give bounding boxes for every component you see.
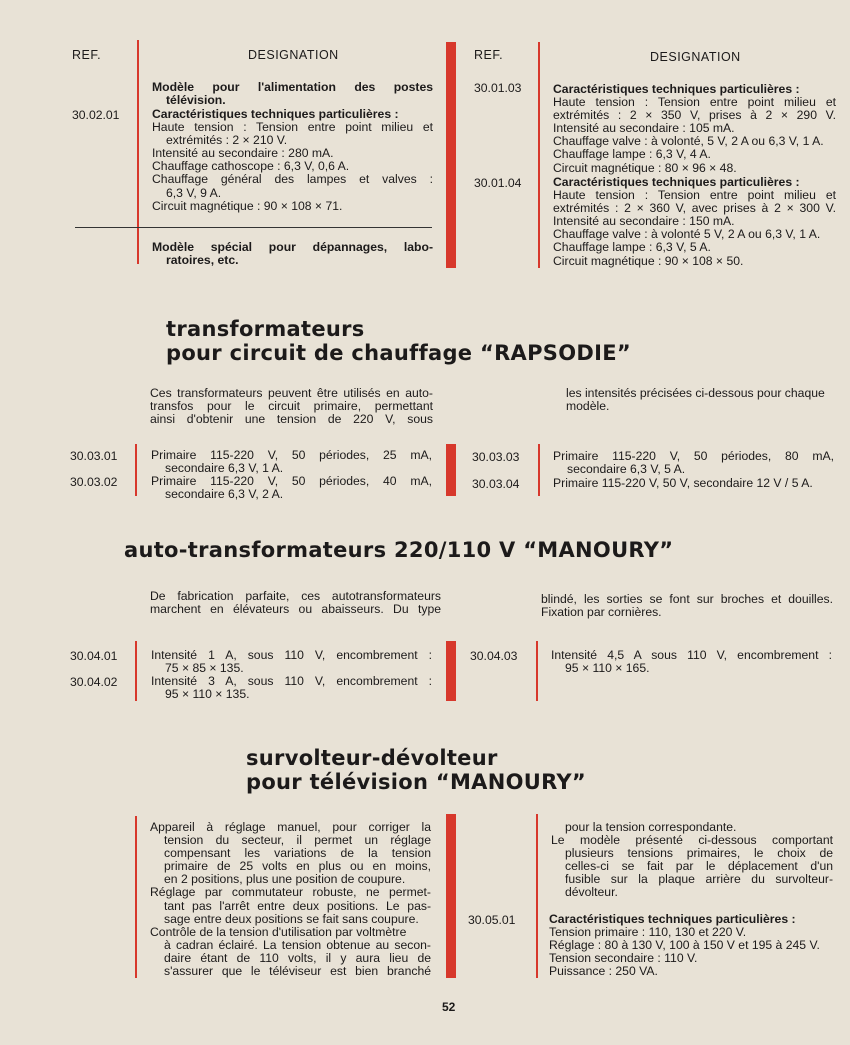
survolteur-description-left: Appareil à réglage manuel, pour corriger la tension du secteur, il permet un réglage compensant les variations de la tension primaire de 25 volts en plus ou en moins, en 2 positions, plus une position de coupure. Réglage par commutateur robuste, ne permet- tant pas l'arrêt entre deux positions. Le pas- sage entre deux positions se fait sans coupure. Contrôle de la tension d'utilisation par voltmètre à cadran éclairé. La tension obtenue au secon- daire étant de 110 volts, il y aura lieu de s'assurer que le téléviseur est bien branché [150,820,431,979]
rapsodie-intro-right: les intensités précisées ci-dessous pour chaque modèle. [566,386,825,414]
section-title-survolteur-line1: survolteur-dévolteur [246,746,498,770]
ref-30-03-01: 30.03.01 [70,449,118,463]
special-model: Modèle spécial pour dépannages, labo- ratoires, etc. [152,240,433,268]
red-rule-right-s3 [536,641,538,701]
autotransfo-intro-right: blindé, les sorties se font sur broches et douilles. Fixation par cornières. [541,592,833,620]
item-30-04-02: Intensité 3 A, sous 110 V, encombrement : 95 × 110 × 135. [151,674,432,702]
item-30-04-03: Intensité 4,5 A sous 110 V, encombrement : 95 × 110 × 165. [551,648,832,676]
red-rule-left-s4 [135,816,137,978]
specs-30-02-01: Caractéristiques techniques particulières : Haute tension : Tension entre point milieu et extrémités : 2 × 210 V. Intensité au secondaire : 280 mA. Chauffage cathoscope : 6,3 V, 0,6 A. Chauffage général des lampes et valves : 6,3 V, 9 A. Circuit magnétique : 90 × 108 × 71. [152,107,433,213]
red-rule-right-s2 [538,444,540,496]
specs-30-01-04: Caractéristiques techniques particulières : Haute tension : Tension entre point milieu et extrémités : 2 × 360 V, avec prises à 2 × 300 V. Intensité au secondaire : 150 mA. Chauffage valve : à volonté 5 V, 2 A ou 6,3 V, 1 A. Chauffage lampe : 6,3 V, 5 A. Circuit magnétique : 90 × 108 × 50. [553,175,836,268]
red-rule-right [538,42,540,268]
item-30-03-03: Primaire 115-220 V, 50 périodes, 80 mA, secondaire 6,3 V, 5 A. [553,449,834,477]
red-bar-center-s2 [446,444,456,496]
section-title-rapsodie-line2: pour circuit de chauffage “RAPSODIE” [166,341,631,365]
section-title-survolteur-line2: pour télévision “MANOURY” [246,770,587,794]
ref-30-04-01: 30.04.01 [70,649,118,663]
specs-30-05-01: Caractéristiques techniques particulières : Tension primaire : 110, 130 et 220 V. Réglage : 80 à 130 V, 100 à 150 V et 195 à 245 V. Tension secondaire : 110 V. Puissance : 250 VA. [549,912,820,979]
red-rule-left-s2 [135,444,137,496]
ref-30-03-02: 30.03.02 [70,475,118,489]
ref-30-03-04: 30.03.04 [472,477,520,491]
red-bar-center-s4 [446,814,456,978]
red-rule-left [137,40,139,264]
item-30-03-02: Primaire 115-220 V, 50 périodes, 40 mA, secondaire 6,3 V, 2 A. [151,474,432,502]
ref-30-04-02: 30.04.02 [70,675,118,689]
red-bar-center [446,42,456,268]
ref-30-04-03: 30.04.03 [470,649,518,663]
item-30-04-01: Intensité 1 A, sous 110 V, encombrement : 75 × 85 × 135. [151,648,432,676]
specs-30-01-03: Caractéristiques techniques particulières : Haute tension : Tension entre point milieu et extrémités : 2 × 350 V, prises à 2 × 290 V. Intensité au secondaire : 105 mA. Chauffage valve : à volonté, 5 V, 2 A ou 6,3 V, 1 A. Chauffage lampe : 6,3 V, 4 A. Circuit magnétique : 80 × 96 × 48. [553,82,836,175]
section-title-rapsodie-line1: transformateurs [166,317,365,341]
designation-header-left: DESIGNATION [248,48,339,62]
rapsodie-intro-left: Ces transformateurs peuvent être utilisés en auto- transfos pour le circuit primaire, permettant ainsi d'obtenir une tension de 220 V, sous [150,386,433,427]
ref-30-01-04: 30.01.04 [474,176,522,190]
page-number: 52 [442,1000,456,1014]
survolteur-description-right: pour la tension correspondante. Le modèle présenté ci-dessous comportant plusieurs tensions primaires, le choix de celles-ci se fait par le déplacement d'un fusible sur la plaque arrière du survolteur- dévolteur. [551,820,833,900]
ref-30-03-03: 30.03.03 [472,450,520,464]
red-rule-right-s4 [536,814,538,978]
model-intro: Modèle pour l'alimentation des postes télévision. [152,80,433,108]
section-title-autotransfo: auto-transformateurs 220/110 V “MANOURY” [124,538,674,562]
item-30-03-01: Primaire 115-220 V, 50 périodes, 25 mA, secondaire 6,3 V, 1 A. [151,448,432,476]
autotransfo-intro-left: De fabrication parfaite, ces autotransformateurs marchent en élévateurs ou abaisseurs. Du type [150,589,441,617]
ref-30-01-03: 30.01.03 [474,81,522,95]
ref-header-right: REF. [474,48,504,62]
red-rule-left-s3 [135,641,137,701]
ref-header-left: REF. [72,48,102,62]
ref-30-05-01: 30.05.01 [468,913,516,927]
designation-header-right: DESIGNATION [650,50,741,64]
red-bar-center-s3 [446,641,456,701]
ref-30-02-01: 30.02.01 [72,108,120,122]
separator-line [75,227,432,228]
item-30-03-04: Primaire 115-220 V, 50 V, secondaire 12 V / 5 A. [553,476,813,490]
